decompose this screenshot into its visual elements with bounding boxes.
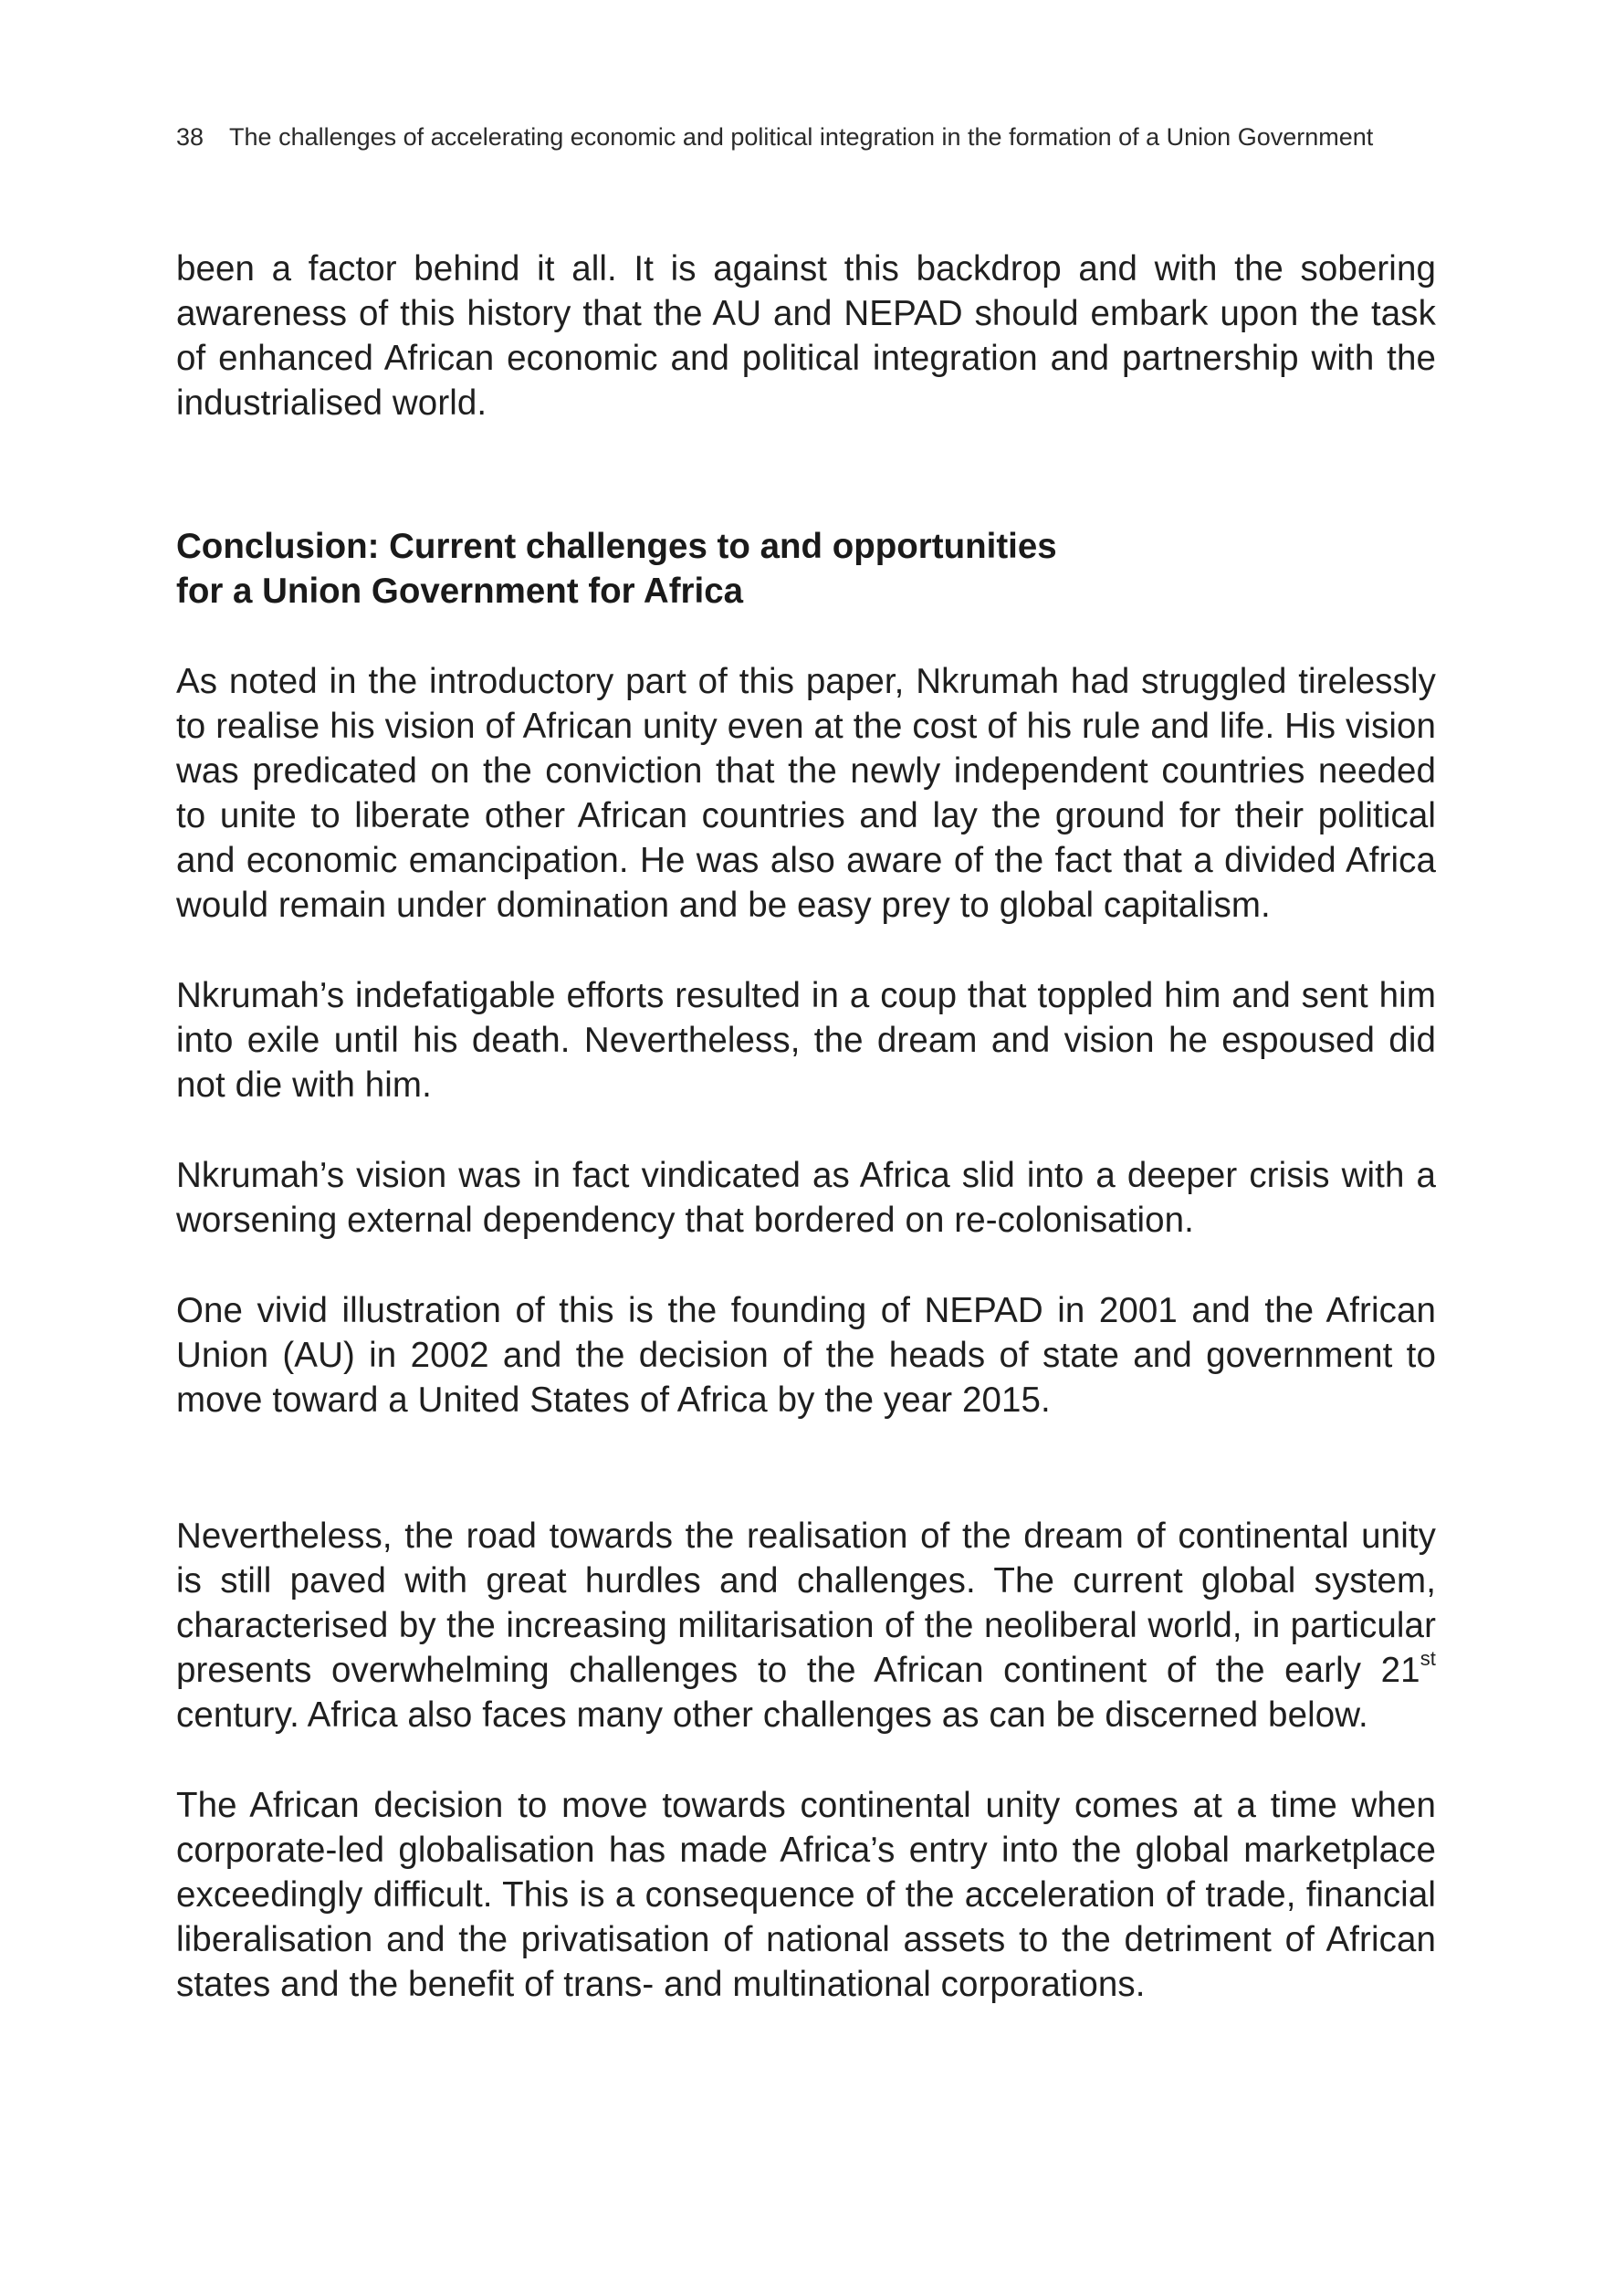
section-heading	[176, 524, 1436, 614]
paragraph-nepad-au: One vivid illustration of this is the founding of NEPAD in 2001 and the African Union (AU) in 2002 and the decision of the heads of state and government to move toward a United States of Africa by the year 2015.	[176, 1291, 1436, 1420]
paragraph-globalisation: The African decision to move towards continental unity comes at a time when corporate-led globalisation has made Africa’s entry into the global marketplace exceedingly difficult. This is a consequence of the acceleration of trade, financial liberalisation and the privatisation of national assets to the detriment of African states and the benefit of trans- and multinational corporations.	[176, 1786, 1436, 2004]
ordinal-superscript: st	[1420, 1647, 1436, 1671]
page-number: 38	[176, 123, 204, 151]
paragraph-continuation: been a factor behind it all. It is against this backdrop and with the sobering awareness of this history that the AU and NEPAD should embark upon the task of enhanced African economic and political integration and partnership with the industrialised world.	[176, 249, 1436, 423]
running-header	[176, 121, 1436, 153]
section-heading-line-1: Conclusion: Current challenges to and opportunities	[176, 527, 1057, 566]
paragraph-nkrumah-vision: As noted in the introductory part of this paper, Nkrumah had struggled tirelessly to realise his vision of African unity even at the cost of his rule and life. His vision was predicated on the conviction that the newly independent countries needed to unite to liberate other African countries and lay the ground for their political and economic emancipation. He was also aware of the fact that a divided Africa would remain under domination and be easy prey to global capitalism.	[176, 662, 1436, 925]
paragraph-text-start: Nevertheless, the road towards the realisation of the dream of continental unity is still paved with great hurdles and challenges. The current global system, characterised by the increasing militarisation of the neoliberal world, in particular presents overwhelming challenges to the African continent of the early 21	[176, 1517, 1436, 1690]
paragraph-text-end: century. Africa also faces many other challenges as can be discerned below.	[176, 1695, 1368, 1735]
paragraph-road-towards-unity	[176, 1514, 1436, 1737]
paragraph-vision-vindicated: Nkrumah’s vision was in fact vindicated as Africa slid into a deeper crisis with a worsening external dependency that bordered on re-colonisation.	[176, 1156, 1436, 1240]
paragraph-nkrumah-coup: Nkrumah’s indefatigable efforts resulted in a coup that toppled him and sent him into exile until his death. Nevertheless, the dream and vision he espoused did not die with him.	[176, 976, 1436, 1105]
section-heading-line-2: for a Union Government for Africa	[176, 572, 744, 611]
running-title: The challenges of accelerating economic and political integration in the formation of a Union Government	[229, 123, 1374, 151]
body-content	[176, 247, 1436, 2052]
